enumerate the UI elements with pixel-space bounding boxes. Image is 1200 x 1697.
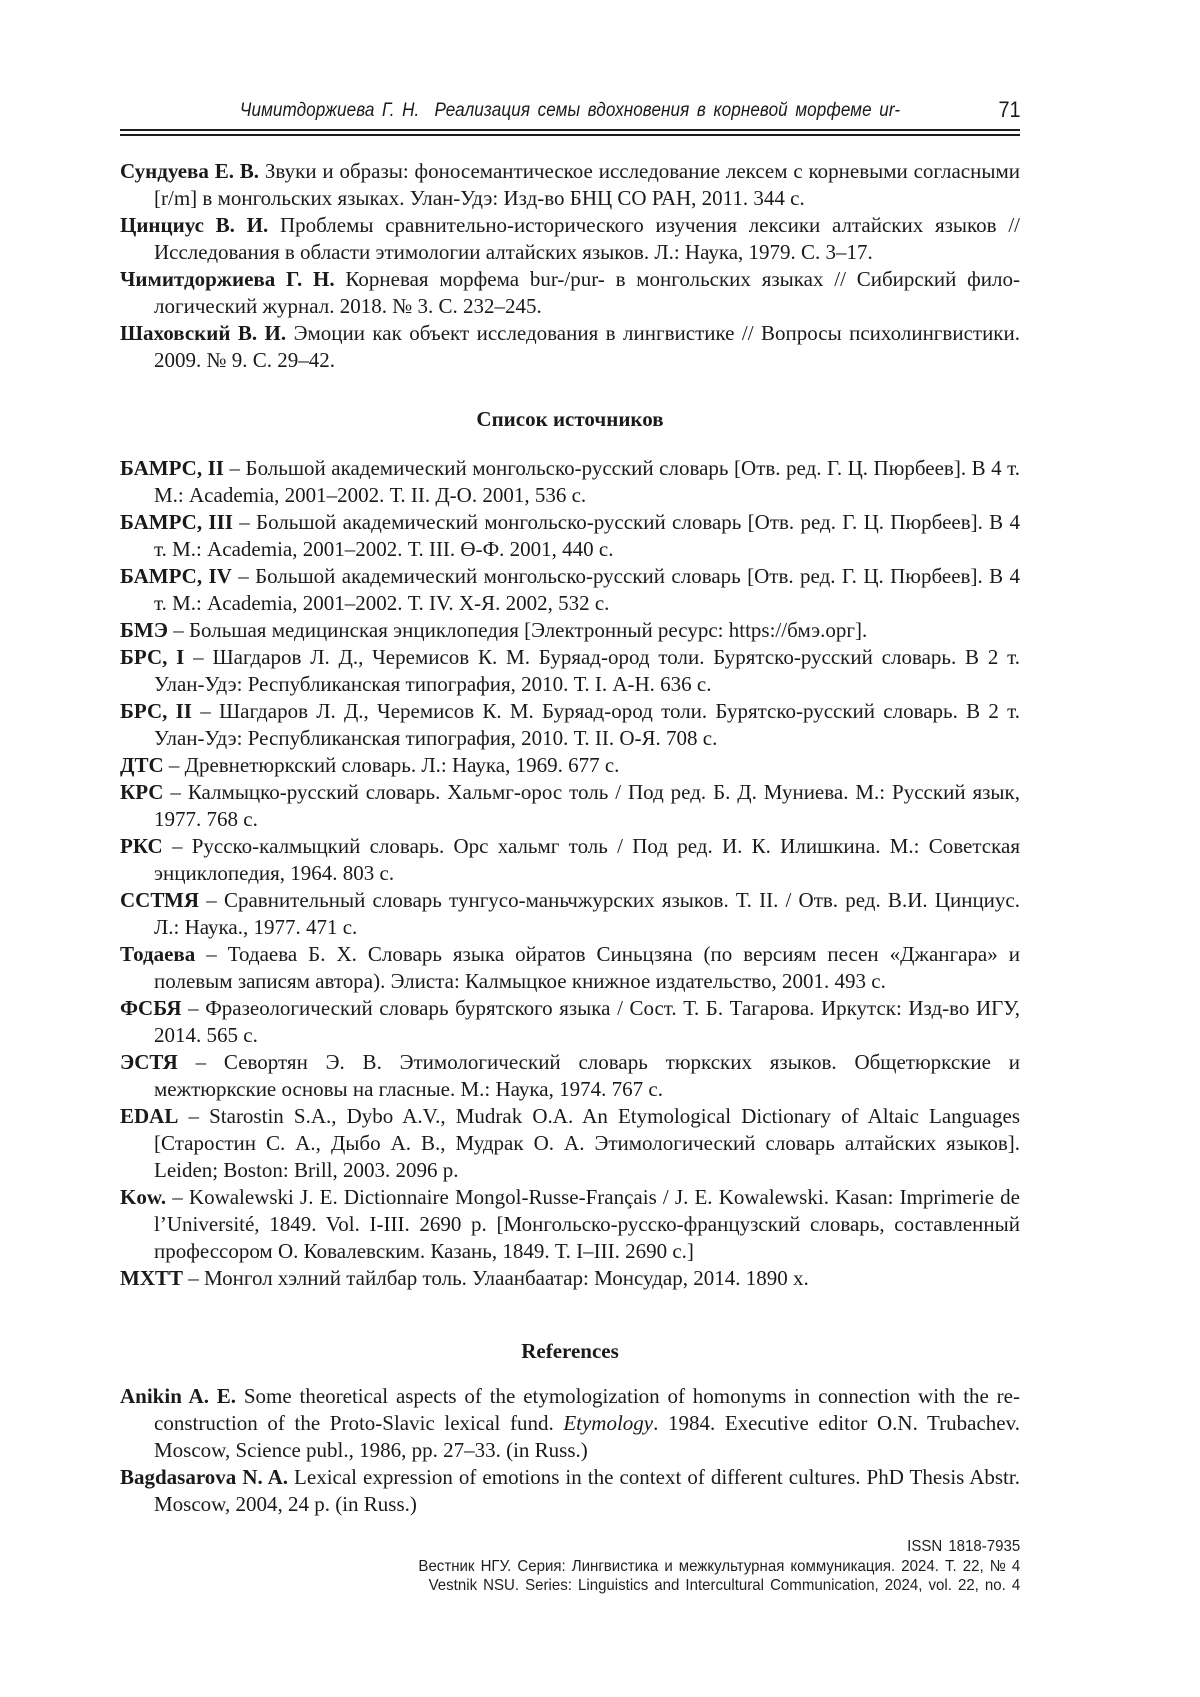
entry-text: – Шагдаров Л. Д., Черемисов К. М. Буряад-ород толи. Бурятско-русский словарь. В 2 т. Улан-Удэ: Республиканская типография, 2010. Т. II. О-Я. 708 с.	[154, 699, 1020, 750]
italic-title: Etymology	[563, 1411, 654, 1435]
footer-journal-ru: Вестник НГУ. Серия: Лингвистика и межкультурная коммуникация. 2024. Т. 22, № 4	[418, 1557, 1020, 1575]
page-footer	[380, 1537, 1020, 1596]
source-abbr: БАМРС, IV	[120, 564, 232, 588]
source-abbr: Kow.	[120, 1185, 167, 1209]
reference-entry	[120, 1049, 1020, 1103]
reference-entry	[120, 833, 1020, 887]
source-abbr: БАМРС, III	[120, 510, 233, 534]
source-abbr: БРС, I	[120, 645, 185, 669]
entry-text: – Калмыцко-русский словарь. Хальмг-орос толь / Под ред. Б. Д. Муниева. М.: Русский язык, 1977. 768 с.	[154, 780, 1020, 831]
source-abbr: МХТТ	[120, 1266, 183, 1290]
running-head-title: Реализация семы вдохновения в корневой морфеме ur-	[434, 100, 901, 121]
reference-entry	[120, 509, 1020, 563]
source-abbr: ДТС	[120, 753, 164, 777]
entry-text: – Starostin S.A., Dybo A.V., Mudrak O.A. An Etymological Dictionary of Altaic Languages [Старостин С. А., Дыбо А. В., Мудрак О. А. Этимологический словарь алтайских языков]. Leiden; Boston: Brill, 2003. 2096 p.	[154, 1104, 1020, 1182]
entry-text: Some theoretical aspects of the etymologization of homonyms in connection with the reconstruction of the Proto-Slavic lexical fund.	[154, 1384, 1021, 1435]
entry-text: Проблемы сравнительно-исторического изучения лексики алтайских языков // Исследования в области этимологии алтайских языков. Л.: Наука, 1979. С. 3–17.	[154, 213, 1020, 264]
source-abbr: БРС, II	[120, 699, 192, 723]
entry-text: – Фразеологический словарь бурятского языка / Сост. Т. Б. Тагарова. Иркутск: Изд-во ИГУ, 2014. 565 с.	[154, 996, 1020, 1047]
reference-entry	[120, 563, 1020, 617]
sources-list	[120, 455, 1020, 1292]
reference-entry	[120, 1383, 1020, 1464]
sources-heading: Список источников	[476, 407, 664, 431]
reference-entry	[120, 320, 1020, 374]
reference-entry	[120, 617, 1020, 644]
reference-entry	[120, 266, 1020, 320]
reference-entry	[120, 995, 1020, 1049]
author-name: Bagdasarova N. A.	[120, 1465, 289, 1489]
entry-text: – Древнетюркский словарь. Л.: Наука, 1969. 677 с.	[163, 753, 620, 777]
references-heading: References	[521, 1339, 619, 1363]
entry-text: – Сравнительный словарь тунгусо-маньчжурских языков. Т. II. / Отв. ред. В.И. Цинциус. Л.: Наука., 1977. 471 с.	[154, 888, 1020, 939]
reference-entry	[120, 887, 1020, 941]
reference-entry	[120, 752, 1020, 779]
reference-entry	[120, 1184, 1020, 1265]
author-name: Шаховский В. И.	[120, 321, 287, 345]
references-list	[120, 1383, 1020, 1518]
running-head-author: Чимитдоржиева Г. Н.	[239, 100, 420, 121]
source-abbr: БМЭ	[120, 618, 168, 642]
entry-text: Корневая морфема bur-/pur- в монгольских языках // Сибирский филологический журнал. 2018. № 3. С. 232–245.	[154, 267, 1020, 318]
entry-text-after: . 1984. Executive editor O.N. Trubachev. Moscow, Science publ., 1986, pp. 27–33. (in Russ.)	[154, 1411, 1020, 1462]
footer-journal-en: Vestnik NSU. Series: Linguistics and Intercultural Communication, 2024, vol. 22, no. 4	[428, 1577, 1021, 1594]
author-name: Сундуева Е. В.	[120, 159, 260, 183]
source-abbr: ЭСТЯ	[120, 1050, 178, 1074]
reference-entry	[120, 158, 1020, 212]
entry-text: – Большая медицинская энциклопедия [Электронный ресурс: https://бмэ.орг].	[167, 618, 868, 642]
reference-entry	[120, 941, 1020, 995]
entry-text: – Большой академический монгольско-русский словарь [Отв. ред. Г. Ц. Пюрбеев]. В 4 т. М.: Academia, 2001–2002. Т. IV. Х-Я. 2002, 532 с.	[154, 564, 1020, 615]
top-reference-list	[120, 158, 1020, 374]
source-abbr: КРС	[120, 780, 164, 804]
reference-entry	[120, 455, 1020, 509]
reference-entry	[120, 644, 1020, 698]
entry-text: – Большой академический монгольско-русский словарь [Отв. ред. Г. Ц. Пюрбеев]. В 4 т. М.: Academia, 2001–2002. Т. III. Ө-Ф. 2001, 440 с.	[154, 510, 1020, 561]
running-head	[120, 97, 1020, 122]
entry-text: – Kowalewski J. E. Dictionnaire Mongol-Russe-Français / J. E. Kowalewski. Kasan: Imprimerie de l’Université, 1849. Vol. I-III. 2690 p. [Монгольско-русско-французский словарь, составленный профессором О. Ковалевским. Казань, 1849. Т. I–III. 2690 с.]	[154, 1185, 1020, 1263]
reference-entry	[120, 1103, 1020, 1184]
source-abbr: Тодаева	[120, 942, 196, 966]
entry-text: – Большой академический монгольско-русский словарь [Отв. ред. Г. Ц. Пюрбеев]. В 4 т. М.: Academia, 2001–2002. Т. II. Д-О. 2001, 536 с.	[154, 456, 1021, 507]
footer-issn: ISSN 1818-7935	[906, 1538, 1020, 1555]
reference-entry	[120, 1265, 1020, 1292]
reference-entry	[120, 779, 1020, 833]
author-name: Чимитдоржиева Г. Н.	[120, 267, 335, 291]
source-abbr: БАМРС, II	[120, 456, 224, 480]
entry-text: – Шагдаров Л. Д., Черемисов К. М. Буряад-ород толи. Бурятско-русский словарь. В 2 т. Улан-Удэ: Республиканская типография, 2010. Т. I. А-Н. 636 с.	[154, 645, 1020, 696]
entry-text: Lexical expression of emotions in the context of different cultures. PhD Thesis Abstr. Moscow, 2004, 24 p. (in Russ.)	[154, 1465, 1020, 1516]
source-abbr: ССТМЯ	[120, 888, 200, 912]
author-name: Anikin A. E.	[120, 1384, 237, 1408]
reference-entry	[120, 1464, 1020, 1518]
entry-text: – Севортян Э. В. Этимологический словарь тюркских языков. Общетюркские и межтюркские основы на гласные. М.: Наука, 1974. 767 с.	[154, 1050, 1020, 1101]
source-abbr: ФСБЯ	[120, 996, 182, 1020]
entry-text: – Тодаева Б. Х. Словарь языка ойратов Синьцзяна (по версиям песен «Джангара» и полевым записям автора). Элиста: Калмыцкое книжное издательство, 2001. 493 с.	[154, 942, 1020, 993]
entry-text: – Монгол хэлний тайлбар толь. Улаанбаатар: Монсудар, 2014. 1890 х.	[183, 1266, 809, 1290]
reference-entry	[120, 698, 1020, 752]
entry-text: – Русско-калмыцкий словарь. Орс хальмг толь / Под ред. И. К. Илишкина. М.: Советская энциклопедия, 1964. 803 с.	[154, 834, 1020, 885]
page-number: 71	[997, 97, 1020, 122]
header-rule	[120, 129, 1020, 136]
running-head-text	[165, 100, 975, 122]
source-abbr: РКС	[120, 834, 163, 858]
entry-text: Звуки и образы: фоносемантическое исследование лексем с корневыми согласными [r/m] в монгольских языках. Улан-Удэ: Изд-во БНЦ СО РАН, 2011. 344 с.	[154, 159, 1020, 210]
source-abbr: EDAL	[120, 1104, 179, 1128]
entry-text: Эмоции как объект исследования в лингвистике // Вопросы психолингвистики. 2009. № 9. С. 29–42.	[154, 321, 1020, 372]
reference-entry	[120, 212, 1020, 266]
author-name: Цинциус В. И.	[120, 213, 269, 237]
